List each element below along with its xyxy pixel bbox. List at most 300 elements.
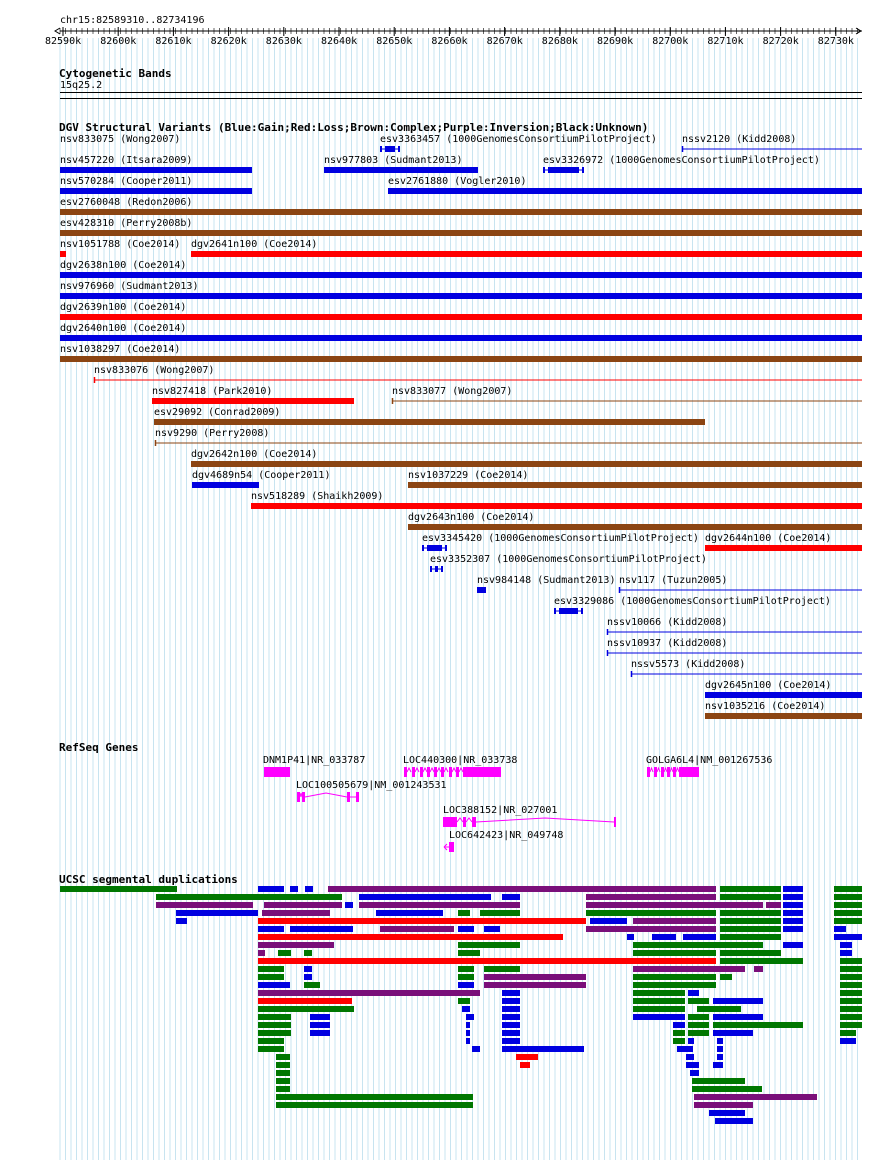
segdup-bar <box>484 926 500 932</box>
segdup-bar <box>688 990 699 996</box>
segdup-bar <box>692 1078 745 1084</box>
refseq-gene-label[interactable]: DNM1P41|NR_033787 <box>263 755 366 766</box>
gene-intron <box>423 768 427 772</box>
segdup-bar <box>690 1070 699 1076</box>
gene-exon <box>443 817 457 827</box>
segdup-bar <box>840 1014 862 1020</box>
dgv-feature-bar <box>60 209 862 215</box>
dgv-feature-bar <box>705 692 862 698</box>
segdup-bar <box>258 950 265 956</box>
segdup-bar <box>258 982 290 988</box>
segdup-bar <box>258 974 284 980</box>
dgv-feature-label[interactable]: esv29092 (Conrad2009) <box>154 407 281 418</box>
segdup-bar <box>276 1070 290 1076</box>
dgv-feature-block <box>581 608 583 614</box>
gene-exon <box>673 767 676 777</box>
dgv-feature-label[interactable]: esv3352307 (1000GenomesConsortiumPilotProject) <box>430 554 707 565</box>
gene-exon <box>420 767 423 777</box>
segdup-bar <box>258 926 284 932</box>
segdup-bar <box>633 990 685 996</box>
segdup-bar <box>258 990 480 996</box>
dgv-feature-label[interactable]: dgv2641n100 (Coe2014) <box>191 239 318 250</box>
gene-intron <box>437 768 441 772</box>
segdup-bar <box>840 990 862 996</box>
segdup-bar <box>633 966 745 972</box>
segdup-bar <box>783 918 803 924</box>
segdup-bar <box>688 1014 709 1020</box>
cytoband-track-title: Cytogenetic Bands <box>59 67 172 80</box>
ruler-tick-label: 82620k <box>210 36 247 47</box>
dgv-feature-bar <box>191 251 862 257</box>
ruler-tick-label: 82650k <box>376 36 413 47</box>
dgv-feature-bar <box>324 167 478 173</box>
segdup-bar <box>840 1038 856 1044</box>
segdup-bar <box>688 1030 709 1036</box>
gene-intron <box>466 818 472 822</box>
segdup-bar <box>840 1030 856 1036</box>
dgv-feature-bar <box>152 398 354 404</box>
segdup-bar <box>458 982 474 988</box>
gene-exon <box>297 792 300 802</box>
segdup-bar <box>462 1006 470 1012</box>
segdup-bar <box>376 910 443 916</box>
segdup-bar <box>458 974 474 980</box>
segdup-bar <box>502 1038 520 1044</box>
gene-exon <box>456 767 459 777</box>
gene-exon <box>412 767 415 777</box>
dgv-feature-label[interactable]: esv3329086 (1000GenomesConsortiumPilotProject) <box>554 596 831 607</box>
gene-intron <box>657 768 660 772</box>
refseq-gene-label[interactable]: GOLGA6L4|NM_001267536 <box>646 755 773 766</box>
segdup-bar <box>258 942 334 948</box>
dgv-feature-label[interactable]: esv2760048 (Redon2006) <box>60 197 193 208</box>
gene-intron <box>676 768 679 772</box>
dgv-feature-bar <box>154 419 705 425</box>
segdup-bar <box>276 1054 290 1060</box>
segdup-bar <box>673 1022 685 1028</box>
segdup-bar <box>840 958 862 964</box>
segdup-bar <box>633 950 716 956</box>
segdup-bar <box>359 894 491 900</box>
segdup-bar <box>258 958 716 964</box>
dgv-feature-label[interactable]: nsv1035216 (Coe2014) <box>705 701 826 712</box>
gene-exon <box>449 767 452 777</box>
segdup-bar <box>458 942 520 948</box>
segdup-bar <box>633 1014 685 1020</box>
segdup-bar <box>688 1022 709 1028</box>
dgv-feature-label[interactable]: nssv5573 (Kidd2008) <box>631 659 746 670</box>
segdup-bar <box>688 998 709 1004</box>
segdup-bar <box>720 950 781 956</box>
dgv-feature-block <box>582 167 584 173</box>
segdup-bar <box>840 998 862 1004</box>
dgv-feature-bar <box>60 167 252 173</box>
segdup-bar <box>834 918 862 924</box>
dgv-feature-block <box>441 566 443 572</box>
segdup-bar <box>258 966 284 972</box>
dgv-feature-bar <box>192 482 259 488</box>
segdup-bar <box>484 974 586 980</box>
segdup-bar <box>276 1102 473 1108</box>
refseq-gene-label[interactable]: LOC388152|NR_027001 <box>443 805 558 816</box>
dgv-feature-label[interactable]: nsv1038297 (Coe2014) <box>60 344 181 355</box>
gene-exon <box>682 767 699 777</box>
dgv-feature-block <box>385 146 395 152</box>
segdup-bar <box>720 910 781 916</box>
segdup-bar <box>156 894 342 900</box>
segdup-bar <box>328 886 716 892</box>
segdup-bar <box>458 926 474 932</box>
segdup-bar <box>258 1030 291 1036</box>
dgv-feature-label[interactable]: esv2761880 (Vogler2010) <box>388 176 527 187</box>
segdup-bar <box>60 886 177 892</box>
segdup-bar <box>359 902 520 908</box>
dgv-feature-label[interactable]: nsv984148 (Sudmant2013) <box>477 575 616 586</box>
dgv-feature-bar <box>60 314 862 320</box>
segdup-bar <box>458 966 474 972</box>
segdup-bar <box>840 1022 862 1028</box>
segdup-bar <box>686 1054 694 1060</box>
refseq-gene-label[interactable]: LOC440300|NR_033738 <box>403 755 518 766</box>
region-coordinates: chr15:82589310..82734196 <box>60 15 205 26</box>
dgv-feature-block <box>398 146 400 152</box>
dgv-feature-block <box>427 545 442 551</box>
segdup-bar <box>840 1006 862 1012</box>
segdup-bar <box>304 974 312 980</box>
segdup-bar <box>310 1022 330 1028</box>
gene-intron <box>650 768 653 772</box>
dgv-feature-label[interactable]: nsv833077 (Wong2007) <box>392 386 513 397</box>
segdup-bar <box>633 1006 685 1012</box>
segdup-bar <box>692 1086 762 1092</box>
segdup-bar <box>840 950 852 956</box>
segdup-bar <box>633 918 716 924</box>
segdup-bar <box>502 1006 520 1012</box>
gene-exon <box>347 792 350 802</box>
segdup-bar <box>713 1062 723 1068</box>
segdup-bar <box>472 1046 480 1052</box>
ruler-tick-label: 82730k <box>817 36 854 47</box>
dgv-feature-label[interactable]: nsv1051788 (Coe2014) <box>60 239 181 250</box>
ruler-tick-label: 82680k <box>541 36 578 47</box>
segdup-bar <box>840 982 862 988</box>
segdup-bar <box>276 1062 290 1068</box>
dgv-feature-bar <box>60 293 862 299</box>
segdup-bar <box>176 910 258 916</box>
dgv-feature-label[interactable]: nssv10066 (Kidd2008) <box>607 617 728 628</box>
dgv-feature-bar <box>408 524 862 530</box>
segdup-bar <box>717 1046 723 1052</box>
segdup-bar <box>713 1014 763 1020</box>
segdup-bar <box>276 1086 290 1092</box>
segdup-bar <box>466 1014 474 1020</box>
segdup-bar <box>258 998 352 1004</box>
gene-exon <box>667 767 670 777</box>
dgv-feature-bar <box>191 461 862 467</box>
segdup-bar <box>345 902 353 908</box>
segdup-bar <box>586 894 716 900</box>
dgv-feature-bar <box>408 482 862 488</box>
segdup-bar <box>633 982 716 988</box>
segdup-bar <box>484 966 520 972</box>
segdup-bar <box>586 926 716 932</box>
gene-exon <box>449 842 454 852</box>
gene-exon <box>264 767 290 777</box>
segdup-bar <box>720 894 781 900</box>
segdup-bar <box>834 886 862 892</box>
segdup-bar <box>156 902 253 908</box>
dgv-feature-label[interactable]: nsv833075 (Wong2007) <box>60 134 181 145</box>
gene-exon <box>472 817 476 827</box>
segdup-bar <box>697 1006 741 1012</box>
gene-exon <box>614 817 616 827</box>
segdup-bar <box>502 894 520 900</box>
dgv-feature-label[interactable]: nsv570284 (Cooper2011) <box>60 176 193 187</box>
dgv-feature-label[interactable]: nsv457220 (Itsara2009) <box>60 155 193 166</box>
segdup-bar <box>633 942 763 948</box>
segdup-bar <box>783 942 803 948</box>
ruler-tick-label: 82590k <box>45 36 82 47</box>
segdup-bar <box>586 910 716 916</box>
segdup-bar <box>278 950 291 956</box>
segdup-bar <box>176 918 187 924</box>
dgv-feature-block <box>554 608 556 614</box>
dgv-feature-bar <box>477 587 486 593</box>
segdup-bar <box>834 926 846 932</box>
segdup-bar <box>840 974 862 980</box>
dgv-feature-bar <box>60 335 862 341</box>
dgv-feature-label[interactable]: esv3363457 (1000GenomesConsortiumPilotProject) <box>380 134 657 145</box>
segdup-bar <box>305 886 313 892</box>
segdup-bar <box>502 1030 520 1036</box>
segdup-bar <box>466 1022 470 1028</box>
dgv-feature-label[interactable]: nssv2120 (Kidd2008) <box>682 134 797 145</box>
ruler-tick-label: 82660k <box>431 36 468 47</box>
segdup-bar <box>688 1038 694 1044</box>
segdup-bar <box>783 910 803 916</box>
ruler-tick-label: 82670k <box>486 36 523 47</box>
dgv-feature-block <box>430 566 432 572</box>
segdup-bar <box>783 886 803 892</box>
dgv-feature-label[interactable]: nsv518289 (Shaikh2009) <box>251 491 384 502</box>
segdup-bar <box>586 902 763 908</box>
segdup-bar <box>694 1094 817 1100</box>
dgv-feature-label[interactable]: nsv1037229 (Coe2014) <box>408 470 529 481</box>
segdup-bar <box>713 998 763 1004</box>
refseq-gene-label[interactable]: LOC100505679|NM_001243531 <box>296 780 447 791</box>
segdup-bar <box>673 1030 685 1036</box>
dgv-feature-bar <box>60 272 862 278</box>
segdup-bar <box>258 1022 291 1028</box>
dgv-feature-bar <box>705 545 862 551</box>
segdup-bar <box>258 918 586 924</box>
gene-exon <box>661 767 664 777</box>
dgv-feature-bar <box>60 356 862 362</box>
segdup-bar <box>258 1046 284 1052</box>
dgv-feature-label[interactable]: nsv117 (Tuzun2005) <box>619 575 728 586</box>
segdup-bar <box>633 998 685 1004</box>
segdup-bar <box>258 1006 354 1012</box>
gene-exon <box>679 767 682 777</box>
segdup-bar <box>466 1038 470 1044</box>
dgv-feature-block <box>559 608 578 614</box>
refseq-gene-label[interactable]: LOC642423|NR_049748 <box>449 830 564 841</box>
segdup-bar <box>686 1062 699 1068</box>
dgv-feature-label[interactable]: nsv9290 (Perry2008) <box>155 428 270 439</box>
dgv-feature-block <box>445 545 447 551</box>
ruler-tick-label: 82720k <box>762 36 799 47</box>
dgv-feature-label[interactable]: dgv4689n54 (Cooper2011) <box>192 470 331 481</box>
gene-exon <box>302 792 305 802</box>
dgv-feature-label[interactable]: nsv977803 (Sudmant2013) <box>324 155 463 166</box>
segdup-bar <box>652 934 676 940</box>
segdup-bar <box>304 982 320 988</box>
gene-intron <box>476 818 614 822</box>
segdup-bar <box>673 1038 685 1044</box>
gene-strand-arrow <box>444 844 449 850</box>
segdup-bar <box>720 926 781 932</box>
segdup-bar <box>717 1038 723 1044</box>
segdup-bar <box>783 902 803 908</box>
segdup-bar <box>466 1030 470 1036</box>
segdup-bar <box>720 958 803 964</box>
gene-exon <box>654 767 657 777</box>
dgv-feature-label[interactable]: esv3345420 (1000GenomesConsortiumPilotProject) <box>422 533 699 544</box>
segdup-bar <box>502 990 520 996</box>
gene-exon <box>434 767 437 777</box>
segdup-bar <box>484 982 586 988</box>
dgv-feature-block <box>380 146 382 152</box>
gene-exon <box>427 767 430 777</box>
segdup-bar <box>480 910 520 916</box>
segdup-bar <box>380 926 454 932</box>
segdup-bar <box>520 1062 530 1068</box>
segdup-bar <box>834 934 862 940</box>
segdup-bar <box>783 894 803 900</box>
gene-exon <box>356 792 359 802</box>
segdup-bar <box>683 934 716 940</box>
gene-exon <box>404 767 407 777</box>
segdup-bar <box>709 1110 745 1116</box>
dgv-feature-label[interactable]: dgv2645n100 (Coe2014) <box>705 680 832 691</box>
segdup-bar <box>840 942 852 948</box>
segdup-bar <box>834 902 862 908</box>
segdup-bar <box>264 902 342 908</box>
segdup-bar <box>715 1118 753 1124</box>
segdup-bar <box>720 918 781 924</box>
segdup-bar <box>590 918 627 924</box>
gene-intron <box>430 768 434 772</box>
gene-intron <box>300 793 302 797</box>
dgv-feature-label[interactable]: dgv2640n100 (Coe2014) <box>60 323 187 334</box>
gene-intron <box>452 768 456 772</box>
dgv-feature-block <box>422 545 424 551</box>
gene-intron <box>457 818 463 822</box>
dgv-feature-block <box>548 167 579 173</box>
dgv-feature-label[interactable]: dgv2644n100 (Coe2014) <box>705 533 832 544</box>
segdup-bar <box>458 998 470 1004</box>
dgv-feature-block <box>543 167 545 173</box>
gene-intron <box>664 768 667 772</box>
dgv-feature-label[interactable]: nssv10937 (Kidd2008) <box>607 638 728 649</box>
ruler-tick-label: 82700k <box>652 36 689 47</box>
dgv-feature-block <box>435 566 438 572</box>
segdup-bar <box>290 926 353 932</box>
ruler-tick-label: 82690k <box>597 36 634 47</box>
segdup-bar <box>276 1094 473 1100</box>
dgv-feature-label[interactable]: dgv2639n100 (Coe2014) <box>60 302 187 313</box>
segdup-bar <box>304 966 312 972</box>
gene-intron <box>444 768 448 772</box>
dgv-feature-label[interactable]: esv428310 (Perry2008b) <box>60 218 193 229</box>
dgv-feature-label[interactable]: dgv2642n100 (Coe2014) <box>191 449 318 460</box>
segdup-bar <box>262 910 330 916</box>
segdup-bar <box>677 1046 693 1052</box>
segdup-bar <box>502 1046 584 1052</box>
segdup-bar <box>502 1022 520 1028</box>
segdup-bar <box>276 1078 290 1084</box>
segdup-bar <box>310 1030 330 1036</box>
dgv-feature-label[interactable]: esv3326972 (1000GenomesConsortiumPilotProject) <box>543 155 820 166</box>
dgv-feature-bar <box>251 503 862 509</box>
segdup-bar <box>713 1030 753 1036</box>
gene-intron <box>670 768 673 772</box>
ruler-tick-label: 82630k <box>265 36 302 47</box>
segdup-bar <box>304 950 312 956</box>
segdup-bar <box>627 934 634 940</box>
dgv-feature-bar <box>60 188 252 194</box>
segdup-bar <box>516 1054 538 1060</box>
refseq-track-title: RefSeq Genes <box>59 741 139 754</box>
dgv-feature-label[interactable]: nsv833076 (Wong2007) <box>94 365 215 376</box>
segdup-bar <box>834 910 862 916</box>
dgv-feature-bar <box>705 713 862 719</box>
segdup-bar <box>717 1054 723 1060</box>
dgv-feature-bar <box>60 230 862 236</box>
segdup-bar <box>290 886 298 892</box>
ruler-tick-label: 82610k <box>155 36 192 47</box>
ruler-left-arrow <box>55 28 60 34</box>
segdup-bar <box>720 974 732 980</box>
segdup-bar <box>720 886 781 892</box>
dgv-feature-label[interactable]: nsv976960 (Sudmant2013) <box>60 281 199 292</box>
dgv-feature-label[interactable]: dgv2638n100 (Coe2014) <box>60 260 187 271</box>
segdup-bar <box>766 902 781 908</box>
segdup-bar <box>458 910 470 916</box>
ruler-tick-label: 82710k <box>707 36 744 47</box>
segdup-bar <box>720 934 781 940</box>
segdup-bar <box>783 926 803 932</box>
segdup-bar <box>258 1038 284 1044</box>
gene-intron <box>407 768 411 772</box>
segdup-bar <box>840 966 862 972</box>
ruler-tick-label: 82640k <box>321 36 358 47</box>
gene-intron <box>415 768 419 772</box>
dgv-feature-label[interactable]: dgv2643n100 (Coe2014) <box>408 512 535 523</box>
gene-exon <box>463 767 501 777</box>
segdup-bar <box>754 966 763 972</box>
segdup-bar <box>633 974 716 980</box>
segdup-bar <box>258 934 563 940</box>
segdup-bar <box>310 1014 330 1020</box>
gene-exon <box>441 767 444 777</box>
dgv-feature-label[interactable]: nsv827418 (Park2010) <box>152 386 273 397</box>
segdup-bar <box>258 886 284 892</box>
segdup-bar <box>694 1102 753 1108</box>
ruler-tick-label: 82600k <box>100 36 137 47</box>
dgv-feature-bar <box>60 251 66 257</box>
segdup-bar <box>458 950 480 956</box>
